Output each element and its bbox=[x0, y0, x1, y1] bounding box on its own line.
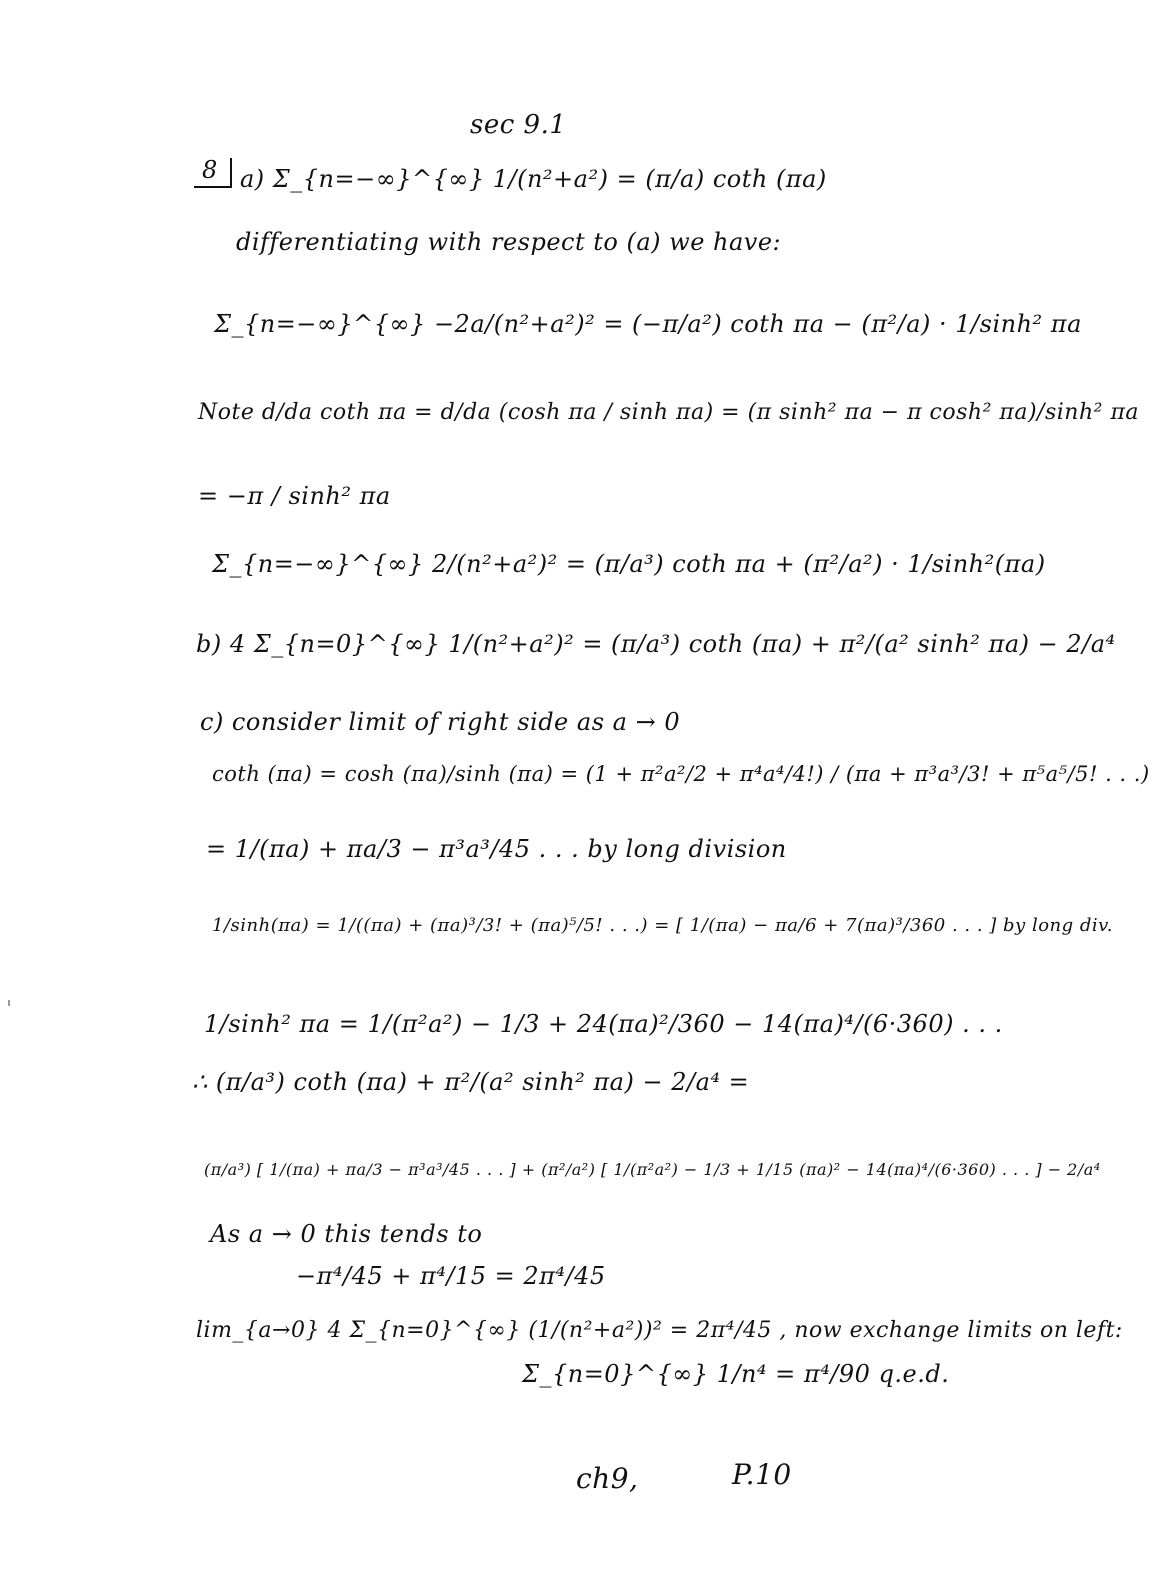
line-qed: Σ_{n=0}^{∞} 1/n⁴ = π⁴/90 q.e.d. bbox=[522, 1360, 950, 1388]
line-exchange-limits: lim_{a→0} 4 Σ_{n=0}^{∞} (1/(n²+a²))² = 2π⁴/45 , now exchange limits on left: bbox=[196, 1318, 1123, 1343]
line-sum-two: Σ_{n=−∞}^{∞} 2/(n²+a²)² = (π/a³) coth πa + (π²/a²) · 1/sinh²(πa) bbox=[212, 550, 1046, 578]
line-coth-series: coth (πa) = cosh (πa)/sinh (πa) = (1 + π²a²/2 + π⁴a⁴/4!) / (πa + π³a³/3! + π⁵a⁵/5! . . .) bbox=[212, 762, 1150, 786]
footer-chapter: ch9, bbox=[576, 1462, 639, 1495]
line-limit-value: −π⁴/45 + π⁴/15 = 2π⁴/45 bbox=[296, 1262, 606, 1290]
line-therefore: ∴ (π/a³) coth (πa) + π²/(a² sinh² πa) − 2/a⁴ = bbox=[192, 1068, 750, 1096]
line-coth-division: = 1/(πa) + πa/3 − π³a³/45 . . . by long division bbox=[206, 835, 787, 863]
line-differentiating: differentiating with respect to (a) we have: bbox=[236, 228, 782, 256]
line-part-b: b) 4 Σ_{n=0}^{∞} 1/(n²+a²)² = (π/a³) coth (πa) + π²/(a² sinh² πa) − 2/a⁴ bbox=[196, 630, 1116, 658]
line-derivative-sum: Σ_{n=−∞}^{∞} −2a/(n²+a²)² = (−π/a²) coth πa − (π²/a) · 1/sinh² πa bbox=[214, 310, 1082, 338]
line-part-a-sum: a) Σ_{n=−∞}^{∞} 1/(n²+a²) = (π/a) coth (πa) bbox=[240, 165, 827, 193]
line-note-derivative: Note d/da coth πa = d/da (cosh πa / sinh πa) = (π sinh² πa − π cosh² πa)/sinh² πa bbox=[198, 400, 1140, 425]
margin-speck bbox=[8, 1000, 10, 1006]
footer-page: P.10 bbox=[732, 1458, 792, 1491]
line-csch-result: = −π / sinh² πa bbox=[198, 482, 391, 510]
section-header: sec 9.1 bbox=[470, 110, 567, 140]
line-csch-series: 1/sinh(πa) = 1/((πa) + (πa)³/3! + (πa)⁵/5! . . .) = [ 1/(πa) − πa/6 + 7(πa)³/360 . . . ] by long div. bbox=[212, 915, 1113, 936]
line-part-c: c) consider limit of right side as a → 0 bbox=[200, 708, 681, 736]
line-as-a-tends: As a → 0 this tends to bbox=[210, 1220, 483, 1248]
line-expansion: (π/a³) [ 1/(πa) + πa/3 − π³a³/45 . . . ] + (π²/a²) [ 1/(π²a²) − 1/3 + 1/15 (πa)² − 14(πa)⁴/(6·360) . . . ] − 2/a⁴ bbox=[204, 1160, 1101, 1179]
problem-number: 8 bbox=[202, 156, 218, 184]
line-csch-squared: 1/sinh² πa = 1/(π²a²) − 1/3 + 24(πa)²/360 − 14(πa)⁴/(6·360) . . . bbox=[204, 1010, 1003, 1038]
